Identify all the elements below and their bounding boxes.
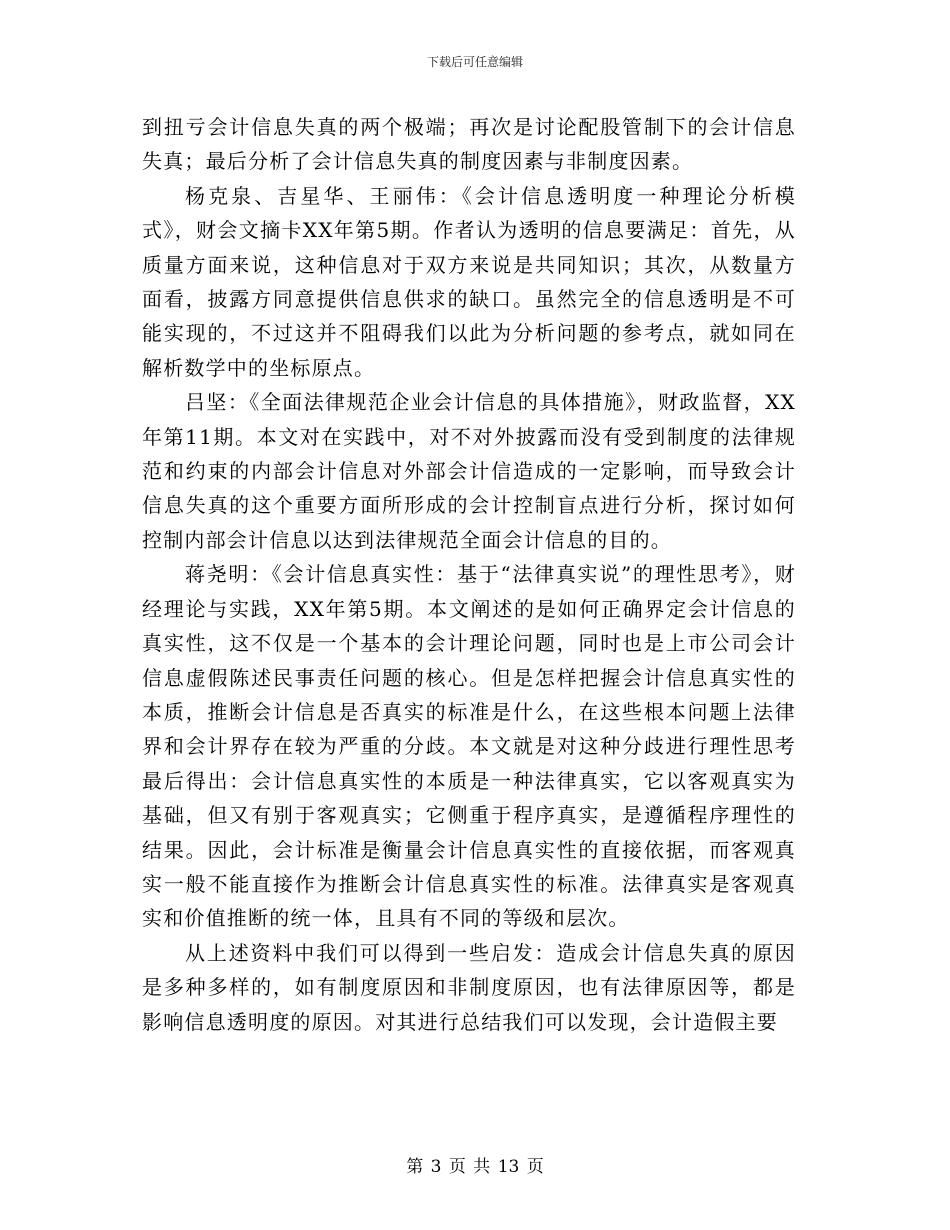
- page-number-footer: 第 3 页 共 13 页: [406, 1157, 544, 1177]
- paragraph-yang-kequan: 杨克泉、吉星华、王丽伟：《会计信息透明度一种理论分析模式》，财会文摘卡XX年第5期。作者认为透明的信息要满足：首先，从质量方面来说，这种信息对于双方来说是共同知识；其次，从数量方面看，披露方同意提供信息供求的缺口。虽然完全的信息透明是不可能实现的，不过这并不阻碍我们以此为分析问题的参考点，就如同在解析数学中的坐标原点。: [142, 183, 796, 380]
- paragraph-summary: 从上述资料中我们可以得到一些启发：造成会计信息失真的原因是多种多样的，如有制度原因和非制度原因，也有法律原因等，都是影响信息透明度的原因。对其进行总结我们可以发现，会计造假主要: [142, 940, 796, 1034]
- paragraph-jiang-yaoming: 蒋尧明：《会计信息真实性：基于“法律真实说”的理性思考》，财经理论与实践，XX年第5期。本文阐述的是如何正确界定会计信息的真实性，这不仅是一个基本的会计理论问题，同时也是上市公司会计信息虚假陈述民事责任问题的核心。但是怎样把握会计信息真实性的本质，推断会计信息是否真实的标准是什么，在这些根本问题上法律界和会计界存在较为严重的分歧。本文就是对这种分歧进行理性思考最后得出：会计信息真实性的本质是一种法律真实，它以客观真实为基础，但又有别于客观真实；它侧重于程序真实，是遵循程序理性的结果。因此，会计标准是衡量会计信息真实性的直接依据，而客观真实一般不能直接作为推断会计信息真实性的标准。法律真实是客观真实和价值推断的统一体，且具有不同的等级和层次。: [142, 562, 796, 931]
- paragraph-lv-jian: 吕坚：《全面法律规范企业会计信息的具体措施》，财政监督，XX年第11期。本文对在实践中，对不对外披露而没有受到制度的法律规范和约束的内部会计信息对外部会计信造成的一定影响，而导致会计信息失真的这个重要方面所形成的会计控制盲点进行分析，探讨如何控制内部会计信息以达到法律规范全面会计信息的目的。: [142, 390, 796, 552]
- document-body: [142, 110, 796, 1039]
- paragraph-continuation: 到扭亏会计信息失真的两个极端；再次是讨论配股管制下的会计信息失真；最后分析了会计信息失真的制度因素与非制度因素。: [142, 115, 796, 174]
- page-header: 下载后可任意编辑: [426, 55, 523, 69]
